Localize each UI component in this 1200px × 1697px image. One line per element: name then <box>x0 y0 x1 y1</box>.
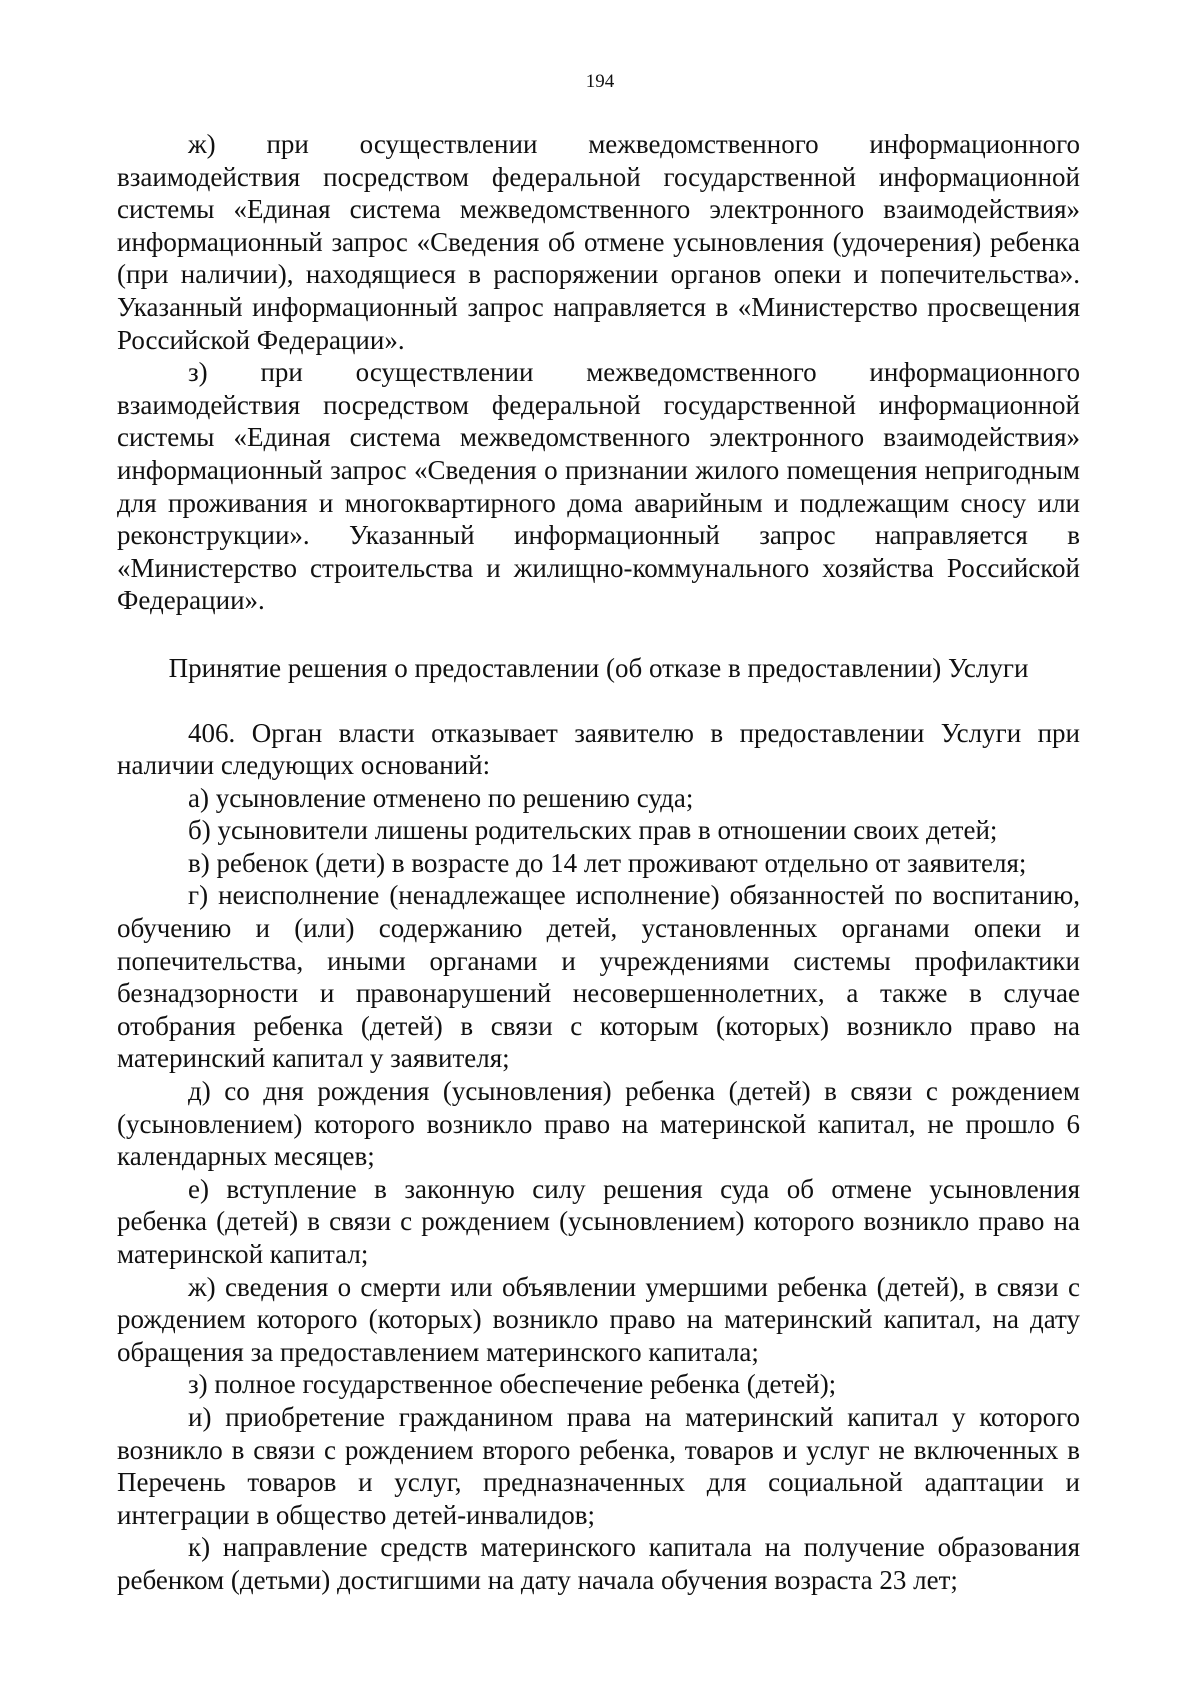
page-number: 194 <box>585 71 615 92</box>
list-item-e: е) вступление в законную силу решения суда об отмене усыновления ребенка (детей) в связи с рождением (усыновлением) которого возникло право на материнской капитал; <box>117 1173 1080 1269</box>
paragraph-z-interagency-request: з) при осуществлении межведомственного информационного взаимодействия посредством федеральной государственной информационной системы «Единая система межведомственного электронного взаимодействия» информационный запрос «Сведения о признании жилого помещения непригодным для проживания и многоквартирного дома аварийным и подлежащим сносу или реконструкции». Указанный информационный запрос направляется в «Министерство строительства и жилищно-коммунального хозяйства Российской Федерации». <box>117 357 1080 616</box>
list-item-z: з) полное государственное обеспечение ребенка (детей); <box>188 1369 837 1400</box>
list-item-g: г) неисполнение (ненадлежащее исполнение) обязанностей по воспитанию, обучению и (или) содержанию детей, установленных органами опеки и попечительства, иными органами и учреждениями системы профилактики безнадзорности и правонарушений несовершеннолетних, а также в случае отобрания ребенка (детей) в связи с которым (которых) возникло право на материнский капитал у заявителя; <box>117 880 1080 1074</box>
list-item-b: б) усыновители лишены родительских прав в отношении своих детей; <box>188 815 998 846</box>
paragraph-zh-interagency-request: ж) при осуществлении межведомственного информационного взаимодействия посредством федеральной государственной информационной системы «Единая система межведомственного электронного взаимодействия» информационный запрос «Сведения об отмене усыновления (удочерения) ребенка (при наличии), находящиеся в распоряжении органов опеки и попечительства». Указанный информационный запрос направляется в «Министерство просвещения Российской Федерации». <box>117 129 1080 355</box>
list-item-d: д) со дня рождения (усыновления) ребенка (детей) в связи с рождением (усыновлением) которого возникло право на материнской капитал, не прошло 6 календарных месяцев; <box>117 1076 1080 1172</box>
paragraph-406: 406. Орган власти отказывает заявителю в предоставлении Услуги при наличии следующих оснований: <box>117 717 1080 781</box>
section-heading: Принятие решения о предоставлении (об отказе в предоставлении) Услуги <box>168 652 1029 683</box>
list-item-i: и) приобретение гражданином права на материнский капитал у которого возникло в связи с рождением второго ребенка, товаров и услуг не включенных в Перечень товаров и услуг, предназначенных для социальной адаптации и интеграции в общество детей-инвалидов; <box>117 1401 1080 1530</box>
list-item-zh: ж) сведения о смерти или объявлении умершими ребенка (детей), в связи с рождением которого (которых) возникло право на материнский капитал, на дату обращения за предоставлением материнского капитала; <box>117 1271 1080 1367</box>
list-item-v: в) ребенок (дети) в возрасте до 14 лет проживают отдельно от заявителя; <box>188 847 1027 878</box>
list-item-a: а) усыновление отменено по решению суда; <box>188 782 694 813</box>
list-item-k: к) направление средств материнского капитала на получение образования ребенком (детьми) достигшими на дату начала обучения возраста 23 лет; <box>117 1532 1080 1595</box>
document-body <box>117 128 1080 1597</box>
